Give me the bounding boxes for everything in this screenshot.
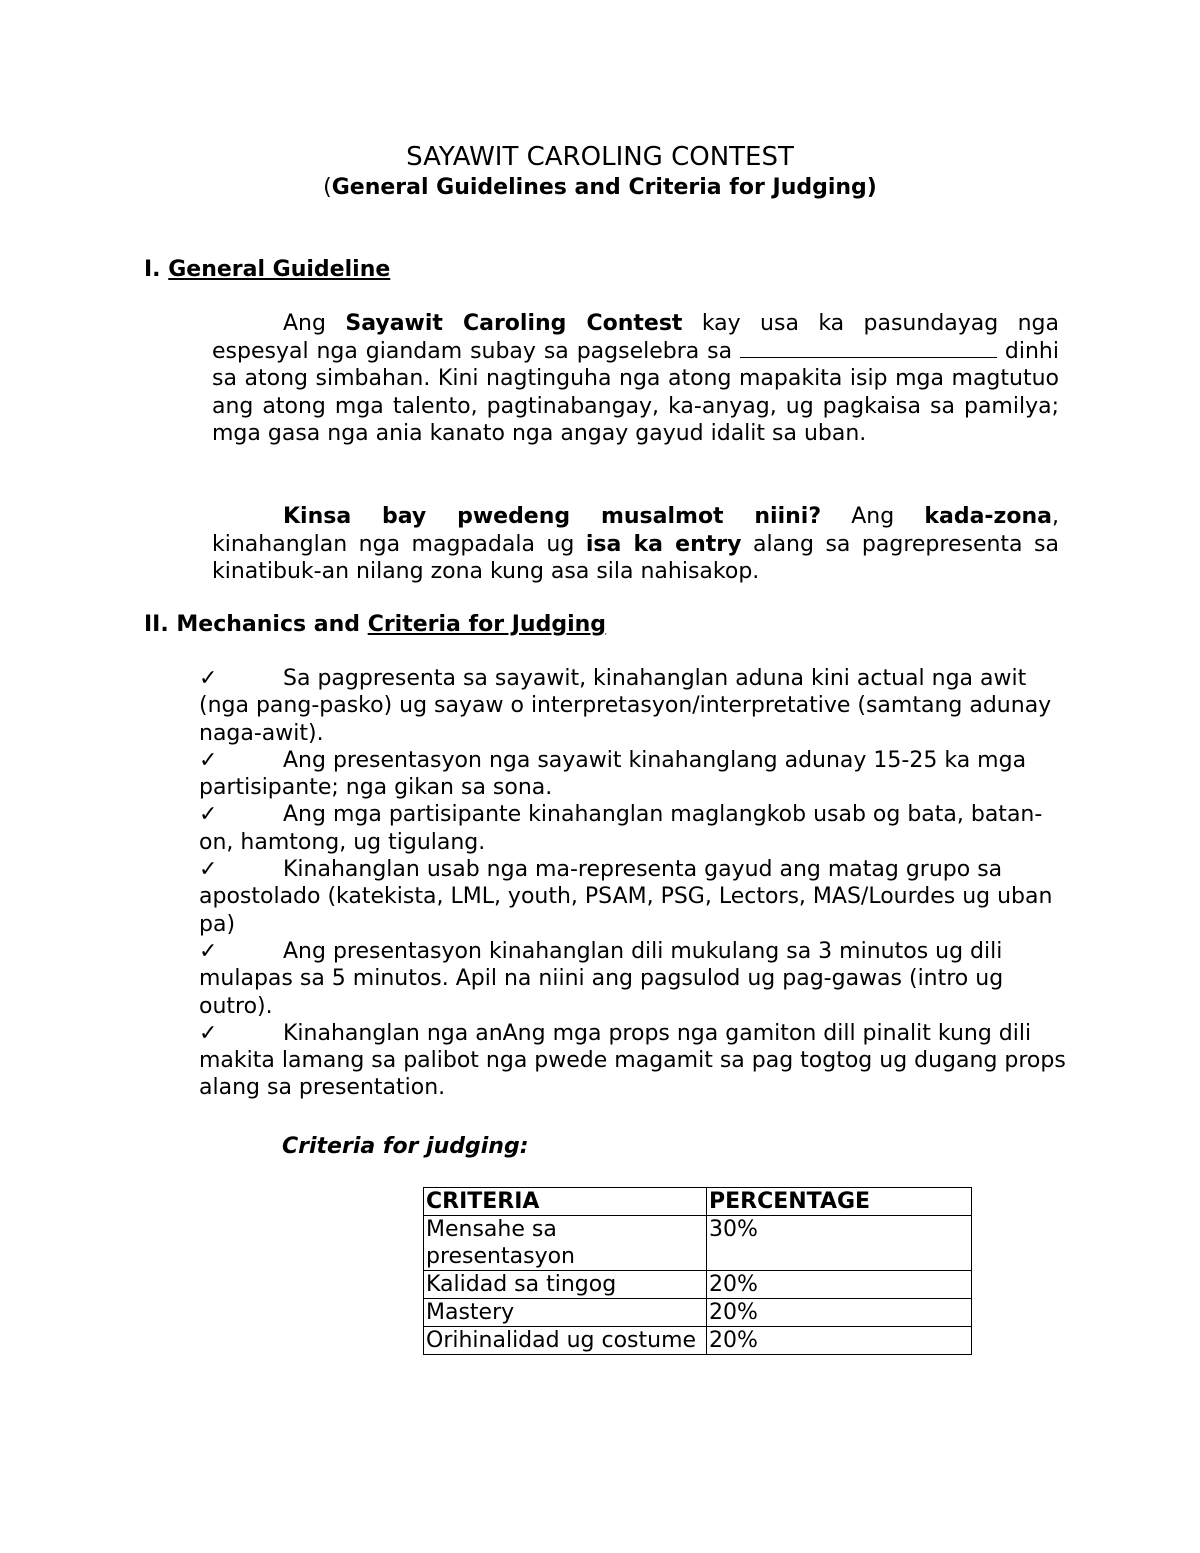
section-2-title-plain: Mechanics and <box>176 612 368 637</box>
table-header-row <box>424 1188 972 1216</box>
para1-contest-name: Sayawit Caroling Contest <box>345 311 683 336</box>
subtitle-text: General Guidelines and Criteria for Judging) <box>331 175 877 200</box>
check-icon: ✓ <box>199 938 218 964</box>
section-2-number: II. <box>144 612 169 637</box>
fill-in-blank-line <box>740 339 997 358</box>
table-row <box>424 1327 972 1355</box>
section-2-heading <box>144 611 606 639</box>
check-icon: ✓ <box>199 857 218 883</box>
table-cell-criteria: Mensahe sa presentasyon <box>424 1216 707 1271</box>
document-subtitle <box>0 173 1200 203</box>
para2-text-a: Ang <box>821 504 925 529</box>
mechanics-list <box>199 665 1069 1102</box>
list-item <box>199 665 1069 747</box>
list-item-text: Kinahanglan usab nga ma-representa gayud ang matag grupo sa apostolado (katekista, LML, youth, PSAM, PSG, Lectors, MAS/Lourdes ug uban pa) <box>199 857 1053 937</box>
document-title: SAYAWIT CAROLING CONTEST <box>406 142 794 172</box>
list-item-text: Ang presentasyon nga sayawit kinahanglang adunay 15-25 ka mga partisipante; nga gikan sa sona. <box>199 747 1027 801</box>
para1-text-c: dinhi sa atong simbahan. Kini nagtinguha nga atong mapakita isip mga magtutuo ang atong mga talento, pagtinabangay, ka-anyag, ug pagkaisa sa pamilya; mga gasa nga ania kanato nga angay gayud idalit sa uban. <box>212 338 1059 447</box>
table-cell-percentage: 20% <box>707 1299 972 1327</box>
table-header-criteria: CRITERIA <box>424 1188 707 1216</box>
table-header-percentage: PERCENTAGE <box>707 1188 972 1216</box>
check-icon: ✓ <box>199 1020 218 1046</box>
section-1-title: General Guideline <box>168 257 391 282</box>
guideline-paragraph-1 <box>212 310 1059 448</box>
table-row <box>424 1299 972 1327</box>
table-cell-criteria: Mastery <box>424 1299 707 1327</box>
criteria-heading: Criteria for judging: <box>282 1134 529 1159</box>
section-1-heading <box>144 256 390 284</box>
table-row <box>424 1271 972 1299</box>
para2-text-b: , kinahanglan nga magpadala ug <box>212 504 1059 557</box>
para1-text-b: kay usa ka pasundayag nga espesyal nga giandam subay sa pagselebra sa <box>212 311 1059 364</box>
table-cell-percentage: 20% <box>707 1271 972 1299</box>
para2-text-c: alang sa pagrepresenta sa kinatibuk-an nilang zona kung asa sila nahisakop. <box>212 531 1059 585</box>
list-item-text: Ang presentasyon kinahanglan dili mukulang sa 3 minutos ug dili mulapas sa 5 minutos. Apil na niini ang pagsulod ug pag-gawas (intro ug outro). <box>199 938 1004 1019</box>
check-icon: ✓ <box>199 747 218 773</box>
list-item-text: Kinahanglan nga anAng mga props nga gamiton dill pinalit kung dili makita lamang sa palibot nga pwede magamit sa pag togtog ug dugang props alang sa presentation. <box>199 1020 1066 1101</box>
subtitle-open-paren: ( <box>323 175 332 200</box>
table-cell-percentage: 20% <box>707 1327 972 1355</box>
list-item <box>199 1020 1069 1102</box>
check-icon: ✓ <box>199 802 218 828</box>
list-item-text: Ang mga partisipante kinahanglan maglangkob usab og bata, batan-on, hamtong, ug tigulang. <box>199 802 1043 855</box>
list-item-text: Sa pagpresenta sa sayawit, kinahanglan aduna kini actual nga awit (nga pang-pasko) ug sayaw o interpretasyon/interpretative (samtang adunay naga-awit). <box>199 666 1052 746</box>
check-icon: ✓ <box>199 666 218 691</box>
list-item <box>199 801 1069 856</box>
para2-question: Kinsa bay pwedeng musalmot niini? <box>283 504 822 529</box>
guideline-paragraph-2 <box>212 503 1059 586</box>
para2-kada-zona: kada-zona <box>924 504 1052 529</box>
list-item <box>199 856 1069 938</box>
para2-entry: isa ka entry <box>585 531 742 557</box>
list-item <box>199 747 1069 802</box>
section-2-title-underlined: Criteria for Judging <box>367 612 607 637</box>
criteria-table <box>423 1187 972 1355</box>
table-row <box>424 1216 972 1271</box>
table-cell-criteria: Kalidad sa tingog <box>424 1271 707 1299</box>
para1-text-a: Ang <box>283 311 346 336</box>
section-1-number: I. <box>144 257 161 282</box>
table-cell-percentage: 30% <box>707 1216 972 1271</box>
table-cell-criteria: Orihinalidad ug costume <box>424 1327 707 1355</box>
list-item <box>199 938 1069 1020</box>
